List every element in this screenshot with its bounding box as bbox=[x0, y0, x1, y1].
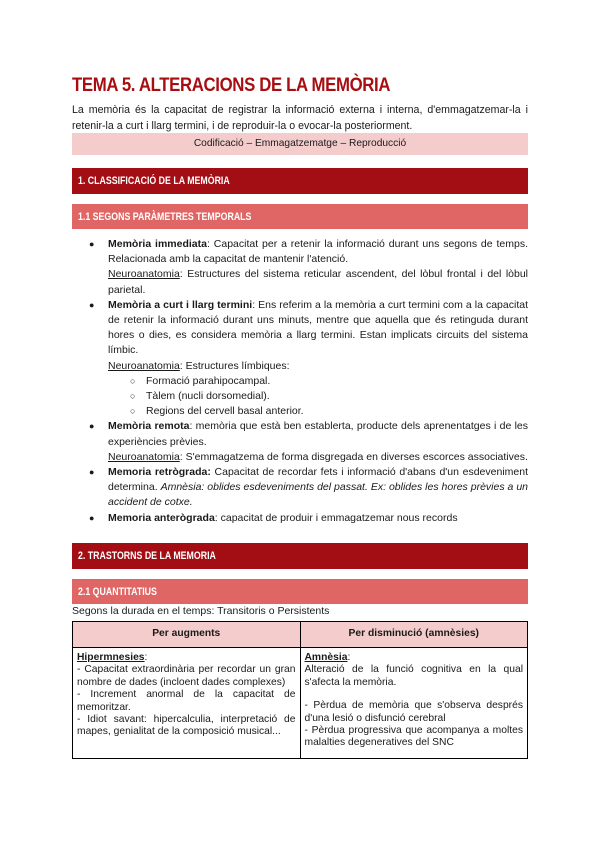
bullet-icon: ● bbox=[89, 299, 95, 310]
neuro-label: Neuroanatomia bbox=[108, 450, 180, 463]
list-item-text: : memòria que està ben establerta, producte dels aprenentatges i de les experiències prèvies. bbox=[108, 420, 528, 448]
cell-line: Alteració de la funció cognitiva en la qual s'afecta la memòria. bbox=[304, 664, 523, 688]
list-item bbox=[72, 465, 528, 511]
neuro-text: : S'emmagatzema de forma disgregada en diverses escorces associatives. bbox=[179, 450, 528, 463]
bullet-icon: ● bbox=[89, 512, 95, 523]
circle-bullet-icon: ○ bbox=[130, 391, 136, 402]
section-1-heading-text: 1. CLASSIFICACIÓ DE LA MEMÒRIA bbox=[78, 175, 230, 187]
list-item bbox=[72, 237, 528, 298]
memory-types-list bbox=[72, 237, 528, 526]
cell-line: - Pèrdua progressiva que acompanya a moltes malalties degeneratives del SNC bbox=[304, 725, 523, 749]
memory-disorders-table bbox=[72, 621, 528, 759]
intro-paragraph: La memòria és la capacitat de registrar la informació externa i interna, d'emmagatzemar-la i retenir-la a curt i llarg termini, i de reproduir-la o evocar-la posteriorment. bbox=[72, 104, 528, 132]
section-2-1-subheading-text: 2.1 QUANTITATIUS bbox=[78, 586, 157, 598]
list-item-term: Memoria retrògrada: bbox=[108, 466, 211, 479]
table-header-row bbox=[73, 622, 528, 648]
section-1-1-subheading-text: 1.1 SEGONS PARÀMETRES TEMPORALS bbox=[78, 211, 252, 223]
cell-line: - Capacitat extraordinària per recordar un gran nombre de dades (incloent dades complexes) bbox=[77, 664, 296, 688]
title-suffix: : bbox=[144, 652, 148, 663]
neuro-text: : Estructures del sistema reticular ascendent, del lòbul frontal i del lòbul parietal. bbox=[108, 268, 528, 296]
sub-list-item bbox=[72, 389, 528, 404]
bullet-icon: ● bbox=[89, 239, 95, 249]
list-item-term: Memòria remota bbox=[108, 420, 190, 433]
bullet-icon: ● bbox=[89, 467, 95, 478]
list-item bbox=[72, 419, 528, 465]
hypermnesia-title: Hipermnesies bbox=[77, 652, 145, 663]
list-item-example: Amnèsia: oblides esdeveniments del passat. Ex: oblides les hores prèvies a un accident de cotxe. bbox=[108, 481, 528, 509]
list-item-term: Memòria immediata bbox=[108, 238, 207, 250]
page-title: TEMA 5. ALTERACIONS DE LA MEMÒRIA bbox=[72, 74, 391, 96]
table-row bbox=[73, 648, 528, 759]
list-item bbox=[72, 511, 528, 526]
list-item-text: : Capacitat per a retenir la informació durant uns segons de temps. Relacionada amb la capacitat de mantenir l'atenció. bbox=[108, 238, 528, 266]
section-2-heading bbox=[72, 543, 528, 569]
list-item-term: Memoria anterògrada bbox=[108, 511, 215, 524]
circle-bullet-icon: ○ bbox=[130, 375, 136, 386]
sub-list-item-text: Formació parahipocampal. bbox=[146, 374, 271, 387]
list-item-term: Memòria a curt i llarg termini bbox=[108, 298, 253, 311]
table-header-cell: Per disminució (amnèsies) bbox=[300, 622, 528, 648]
section-1-heading bbox=[72, 168, 528, 194]
list-item-text: : Ens referim a la memòria a curt termini com a la capacitat de retenir la informació durant uns minuts, mentre que aquella que és retinguda durant hores o dies, es considera memòria a llarg termini. Estan implicats circuits del sistema límbic. bbox=[108, 298, 528, 357]
neuro-label: Neuroanatomia bbox=[108, 359, 180, 372]
neuro-text: : Estructures límbiques: bbox=[179, 359, 290, 372]
section-1-1-subheading bbox=[72, 204, 528, 229]
duration-note: Segons la durada en el temps: Transitoris o Persistents bbox=[72, 605, 330, 617]
cell-line: - Increment anormal de la capacitat de memoritzar. bbox=[77, 689, 296, 713]
sub-list-item-text: Tàlem (nucli dorsomedial). bbox=[146, 390, 270, 403]
list-item-text: : capacitat de produir i emmagatzemar nous records bbox=[214, 511, 458, 524]
sub-list-item-text: Regions del cervell basal anterior. bbox=[146, 405, 304, 418]
memory-process-text: Codificació – Emmagatzematge – Reproducció bbox=[193, 138, 407, 149]
list-item-text: Capacitat de recordar fets i informació d'abans d'un esdeveniment determina. bbox=[108, 466, 528, 494]
memory-process-box bbox=[72, 133, 528, 155]
list-item bbox=[72, 298, 528, 374]
section-2-heading-text: 2. TRASTORNS DE LA MEMORIA bbox=[78, 550, 216, 562]
table-cell-increases bbox=[73, 648, 301, 759]
amnesia-title: Amnèsia bbox=[304, 652, 348, 663]
sub-list-item bbox=[72, 404, 528, 419]
cell-line: - Idiot savant: hipercalculia, interpretació de mapes, genialitat de la composició musical... bbox=[77, 714, 296, 738]
circle-bullet-icon: ○ bbox=[130, 406, 136, 417]
section-2-1-subheading bbox=[72, 579, 528, 604]
table-header-cell: Per augments bbox=[73, 622, 301, 648]
bullet-icon: ● bbox=[89, 421, 95, 432]
title-suffix: : bbox=[347, 652, 351, 663]
table-cell-decreases bbox=[300, 648, 528, 759]
neuro-label: Neuroanatomia bbox=[108, 268, 180, 281]
sub-list-item bbox=[72, 374, 528, 389]
cell-line: - Pèrdua de memòria que s'observa després d'una lesió o disfunció cerebral bbox=[304, 700, 523, 724]
